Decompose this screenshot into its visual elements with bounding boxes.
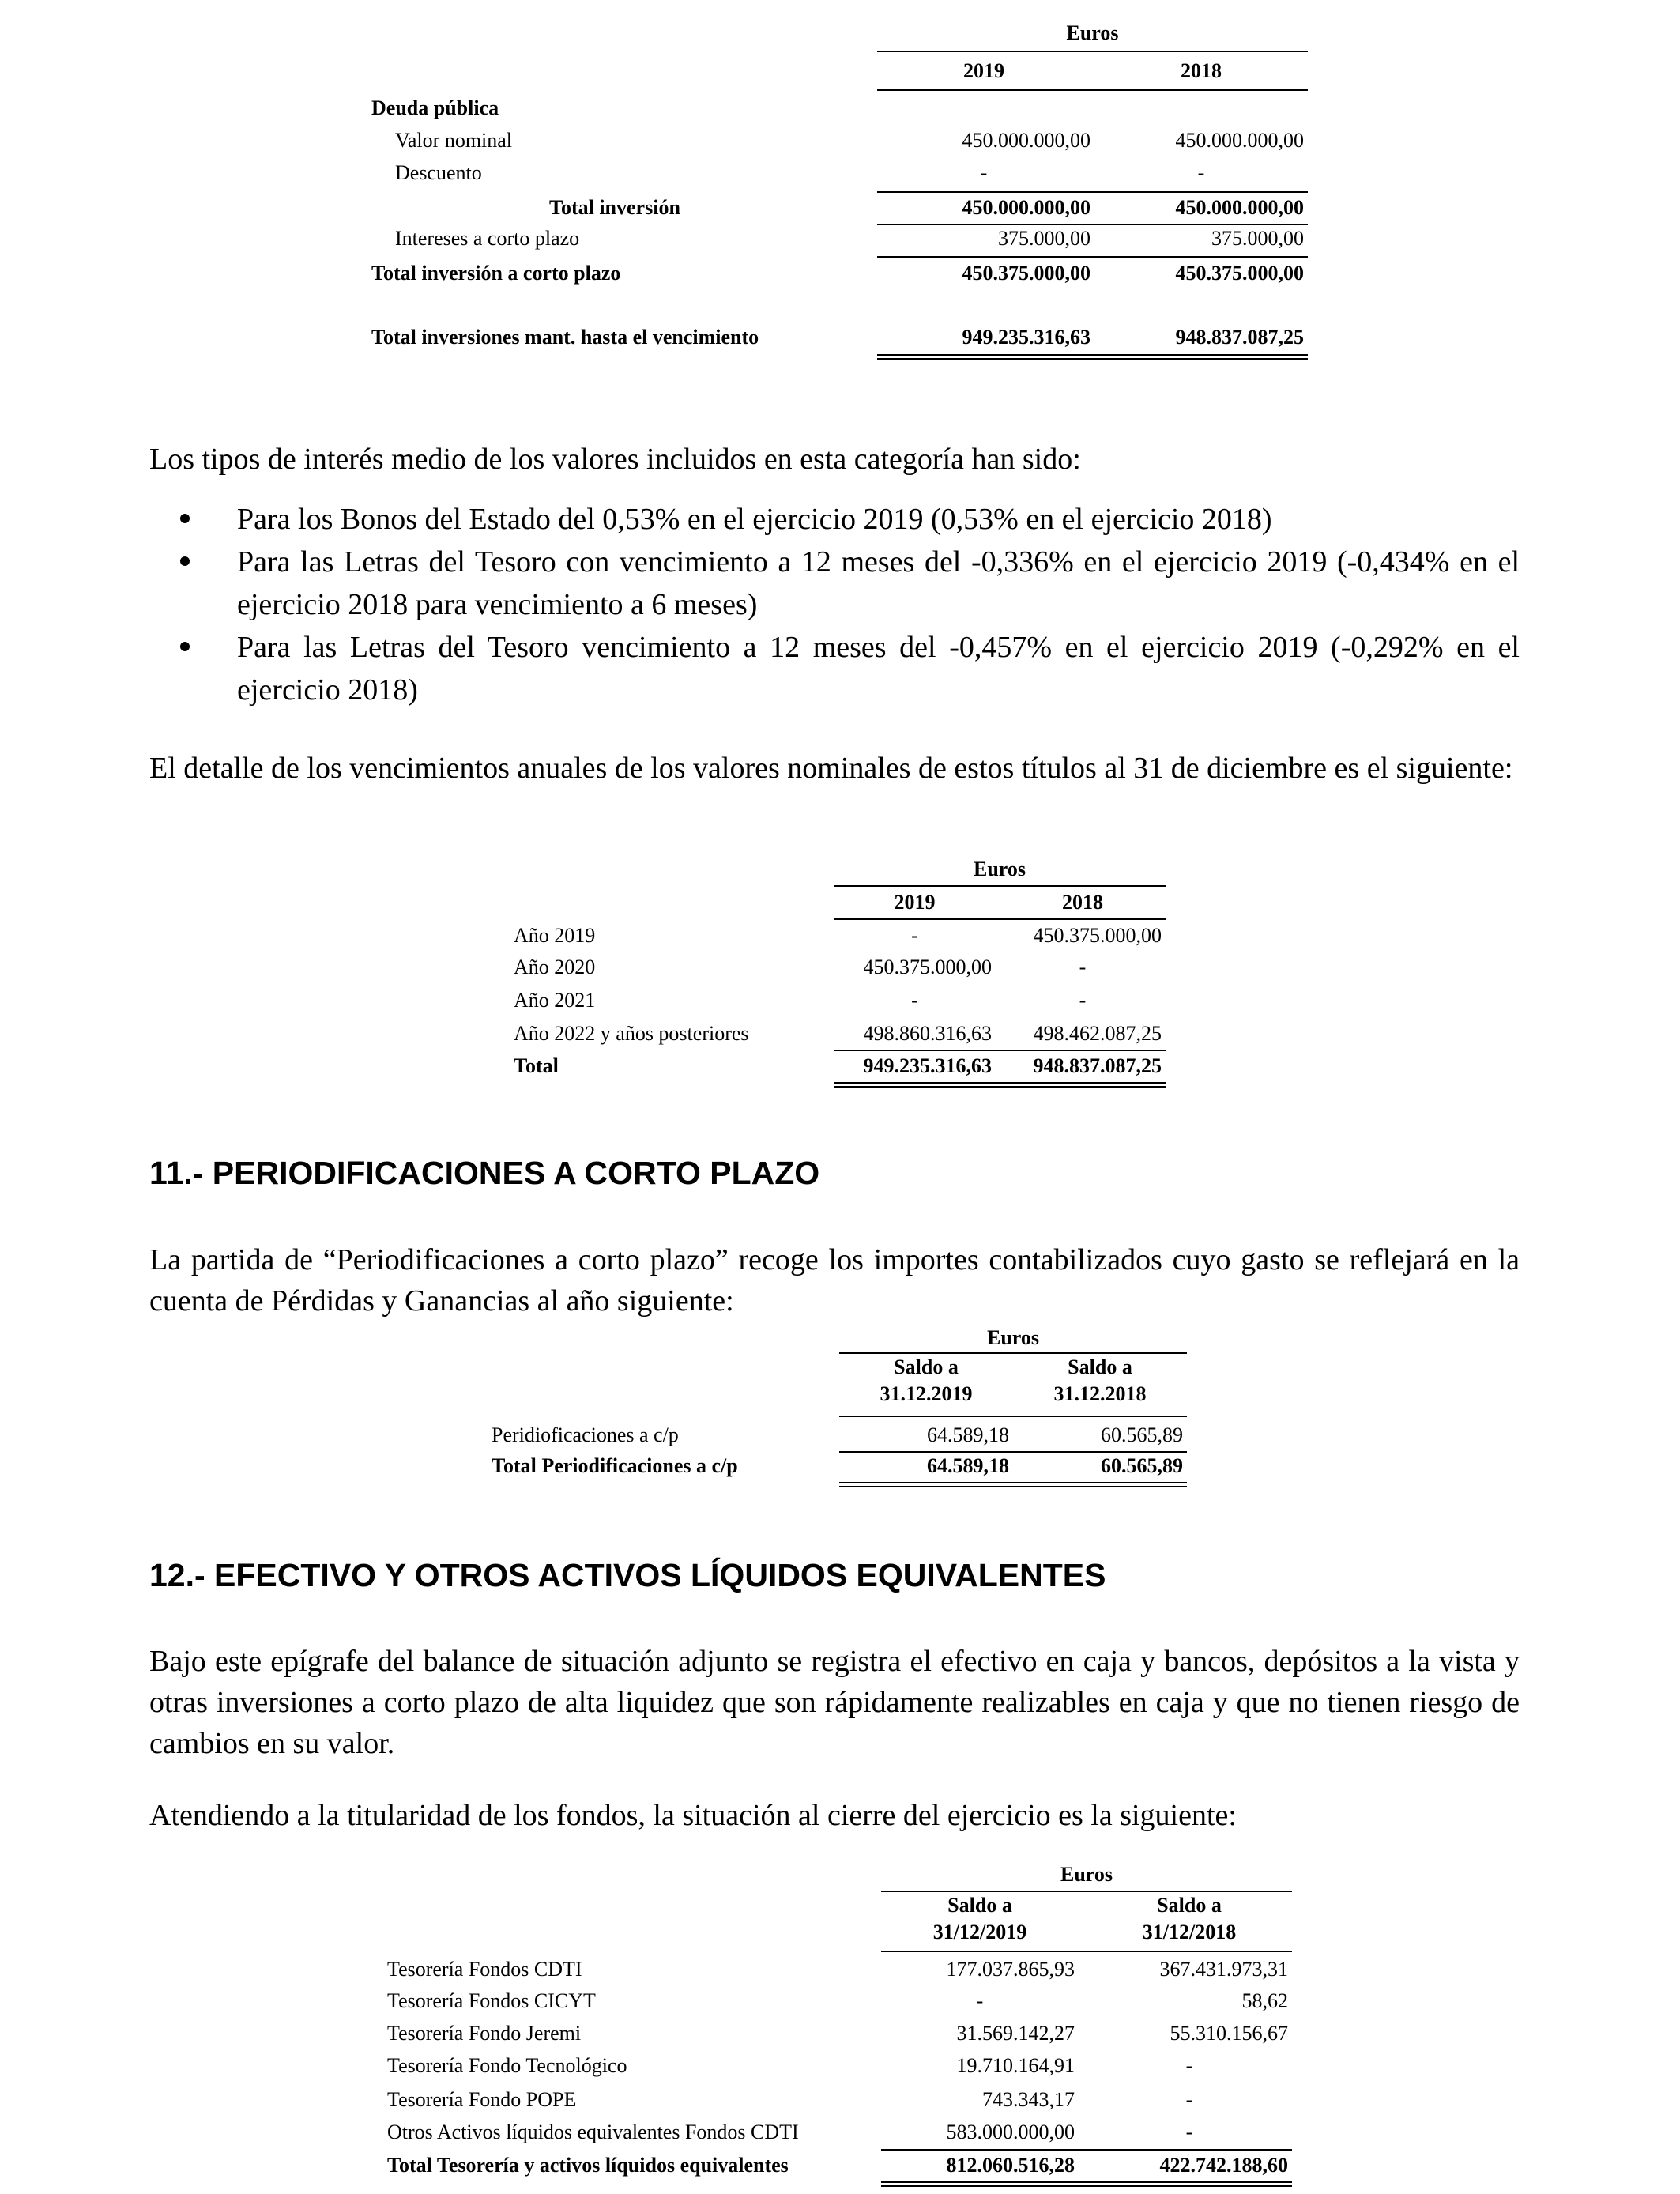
col-header-2019: Saldo a 31/12/2019 <box>932 1894 1027 1943</box>
table-row: Año 2019 - 450.375.000,00 <box>514 924 1162 947</box>
table-row: Valor nominal 450.000.000,00 450.000.000,00 <box>395 129 1304 152</box>
table-row: Año 2022 y años posteriores 498.860.316,63 498.462.087,25 <box>514 1022 1162 1045</box>
header-bottom-rule <box>839 1416 1187 1417</box>
euros-header: Euros <box>1060 1863 1113 1886</box>
section-12-paragraph-1: Bajo este epígrafe del balance de situación adjunto se registra el efectivo en caja y bancos, depósitos a la vista y otras inversiones a corto plazo de alta liquidez que son rápidamente realizables en caja y que no tienen riesgo de cambios en su valor. <box>149 1645 1520 1760</box>
table-row: Año 2021 - - <box>514 989 1087 1012</box>
table-row-total: Total inversión a corto plazo 450.375.000,00 450.375.000,00 <box>371 262 1304 285</box>
grand-total-double-rule <box>877 354 1308 360</box>
col-header-2019: 2019 <box>894 891 936 914</box>
col-header-2019: 2019 <box>963 59 1004 82</box>
euros-header: Euros <box>987 1326 1039 1349</box>
total-double-rule <box>881 2181 1292 2187</box>
section-11-paragraph: La partida de “Periodificaciones a corto plazo” recoge los importes contabilizados cuyo gasto se reflejará en la cuenta de Pérdidas y Ganancias al año siguiente: <box>149 1243 1520 1318</box>
total-double-rule <box>839 1482 1187 1487</box>
euros-header: Euros <box>974 858 1026 880</box>
table-row: Tesorería Fondo POPE 743.343,17 - <box>387 2088 1193 2111</box>
header-rule <box>877 51 1308 52</box>
col-header-2018: 2018 <box>1062 891 1103 914</box>
col-header-2018: Saldo a 31.12.2018 <box>1053 1355 1147 1405</box>
table-row-total: Total inversión 450.000.000,00 450.000.000,00 <box>549 196 1304 219</box>
table-row: Peridioficaciones a c/p 64.589,18 60.565,89 <box>492 1423 1183 1446</box>
table-row-total: Total 949.235.316,63 948.837.087,25 <box>514 1054 1162 1077</box>
section-12-paragraph-2: Atendiendo a la titularidad de los fondos, la situación al cierre del ejercicio es la siguiente: <box>149 1799 1237 1832</box>
table-row: Intereses a corto plazo 375.000,00 375.000,00 <box>395 227 1304 250</box>
col-header-2018: Saldo a 31/12/2018 <box>1142 1894 1237 1943</box>
list-item: Para los Bonos del Estado del 0,53% en el ejercicio 2019 (0,53% en el ejercicio 2018) <box>237 498 1520 541</box>
list-item: Para las Letras del Tesoro vencimiento a 12 meses del -0,457% en el ejercicio 2019 (-0,292% en el ejercicio 2018) <box>237 626 1520 711</box>
bullet-icon <box>180 642 190 651</box>
col-header-2018: 2018 <box>1181 59 1222 82</box>
table-row: Descuento - - <box>395 161 1205 184</box>
table-row-total: Total Periodificaciones a c/p 64.589,18 60.565,89 <box>492 1454 1183 1477</box>
header-bottom-rule <box>881 1951 1292 1952</box>
table-row: Tesorería Fondos CDTI 177.037.865,93 367.431.973,31 <box>387 1958 1288 1981</box>
table-row: Tesorería Fondos CICYT - 58,62 <box>387 1989 1288 2012</box>
total-double-rule <box>834 1082 1166 1088</box>
table-row-total: Total Tesorería y activos líquidos equivalentes 812.060.516,28 422.742.188,60 <box>387 2154 1288 2177</box>
header-bottom-rule <box>877 89 1308 91</box>
col-header-2019: Saldo a 31.12.2019 <box>880 1355 973 1405</box>
cash-table <box>387 1857 1292 2189</box>
section-12-heading: 12.- EFECTIVO Y OTROS ACTIVOS LÍQUIDOS EQUIVALENTES <box>149 1557 1106 1593</box>
table-row: Otros Activos líquidos equivalentes Fondos CDTI 583.000.000,00 - <box>387 2120 1193 2143</box>
table-row: Año 2020 450.375.000,00 - <box>514 956 1087 978</box>
section-11-heading: 11.- PERIODIFICACIONES A CORTO PLAZO <box>149 1155 820 1191</box>
rates-bullet-list <box>237 498 1520 711</box>
bullet-icon <box>180 514 190 523</box>
accruals-table <box>492 1322 1187 1492</box>
table-row-grand-total: Total inversiones mant. hasta el vencimiento 949.235.316,63 948.837.087,25 <box>371 326 1304 349</box>
list-item: Para las Letras del Tesoro con vencimiento a 12 meses del -0,336% en el ejercicio 2019 (-0,434% en el ejercicio 2018 para vencimiento a 6 meses) <box>237 541 1520 626</box>
table-row: Tesorería Fondo Jeremi 31.569.142,27 55.310.156,67 <box>387 2022 1288 2045</box>
investments-table <box>371 16 1308 364</box>
euros-header: Euros <box>1066 21 1119 44</box>
maturities-table <box>514 854 1166 1091</box>
bullet-icon <box>180 556 190 566</box>
table-row: Tesorería Fondo Tecnológico 19.710.164,91 - <box>387 2054 1193 2077</box>
maturities-paragraph: El detalle de los vencimientos anuales de los valores nominales de estos títulos al 31 de diciembre es el siguiente: <box>149 752 1513 785</box>
rates-paragraph: Los tipos de interés medio de los valores incluidos en esta categoría han sido: <box>149 443 1081 476</box>
section-title: Deuda pública <box>371 96 499 119</box>
